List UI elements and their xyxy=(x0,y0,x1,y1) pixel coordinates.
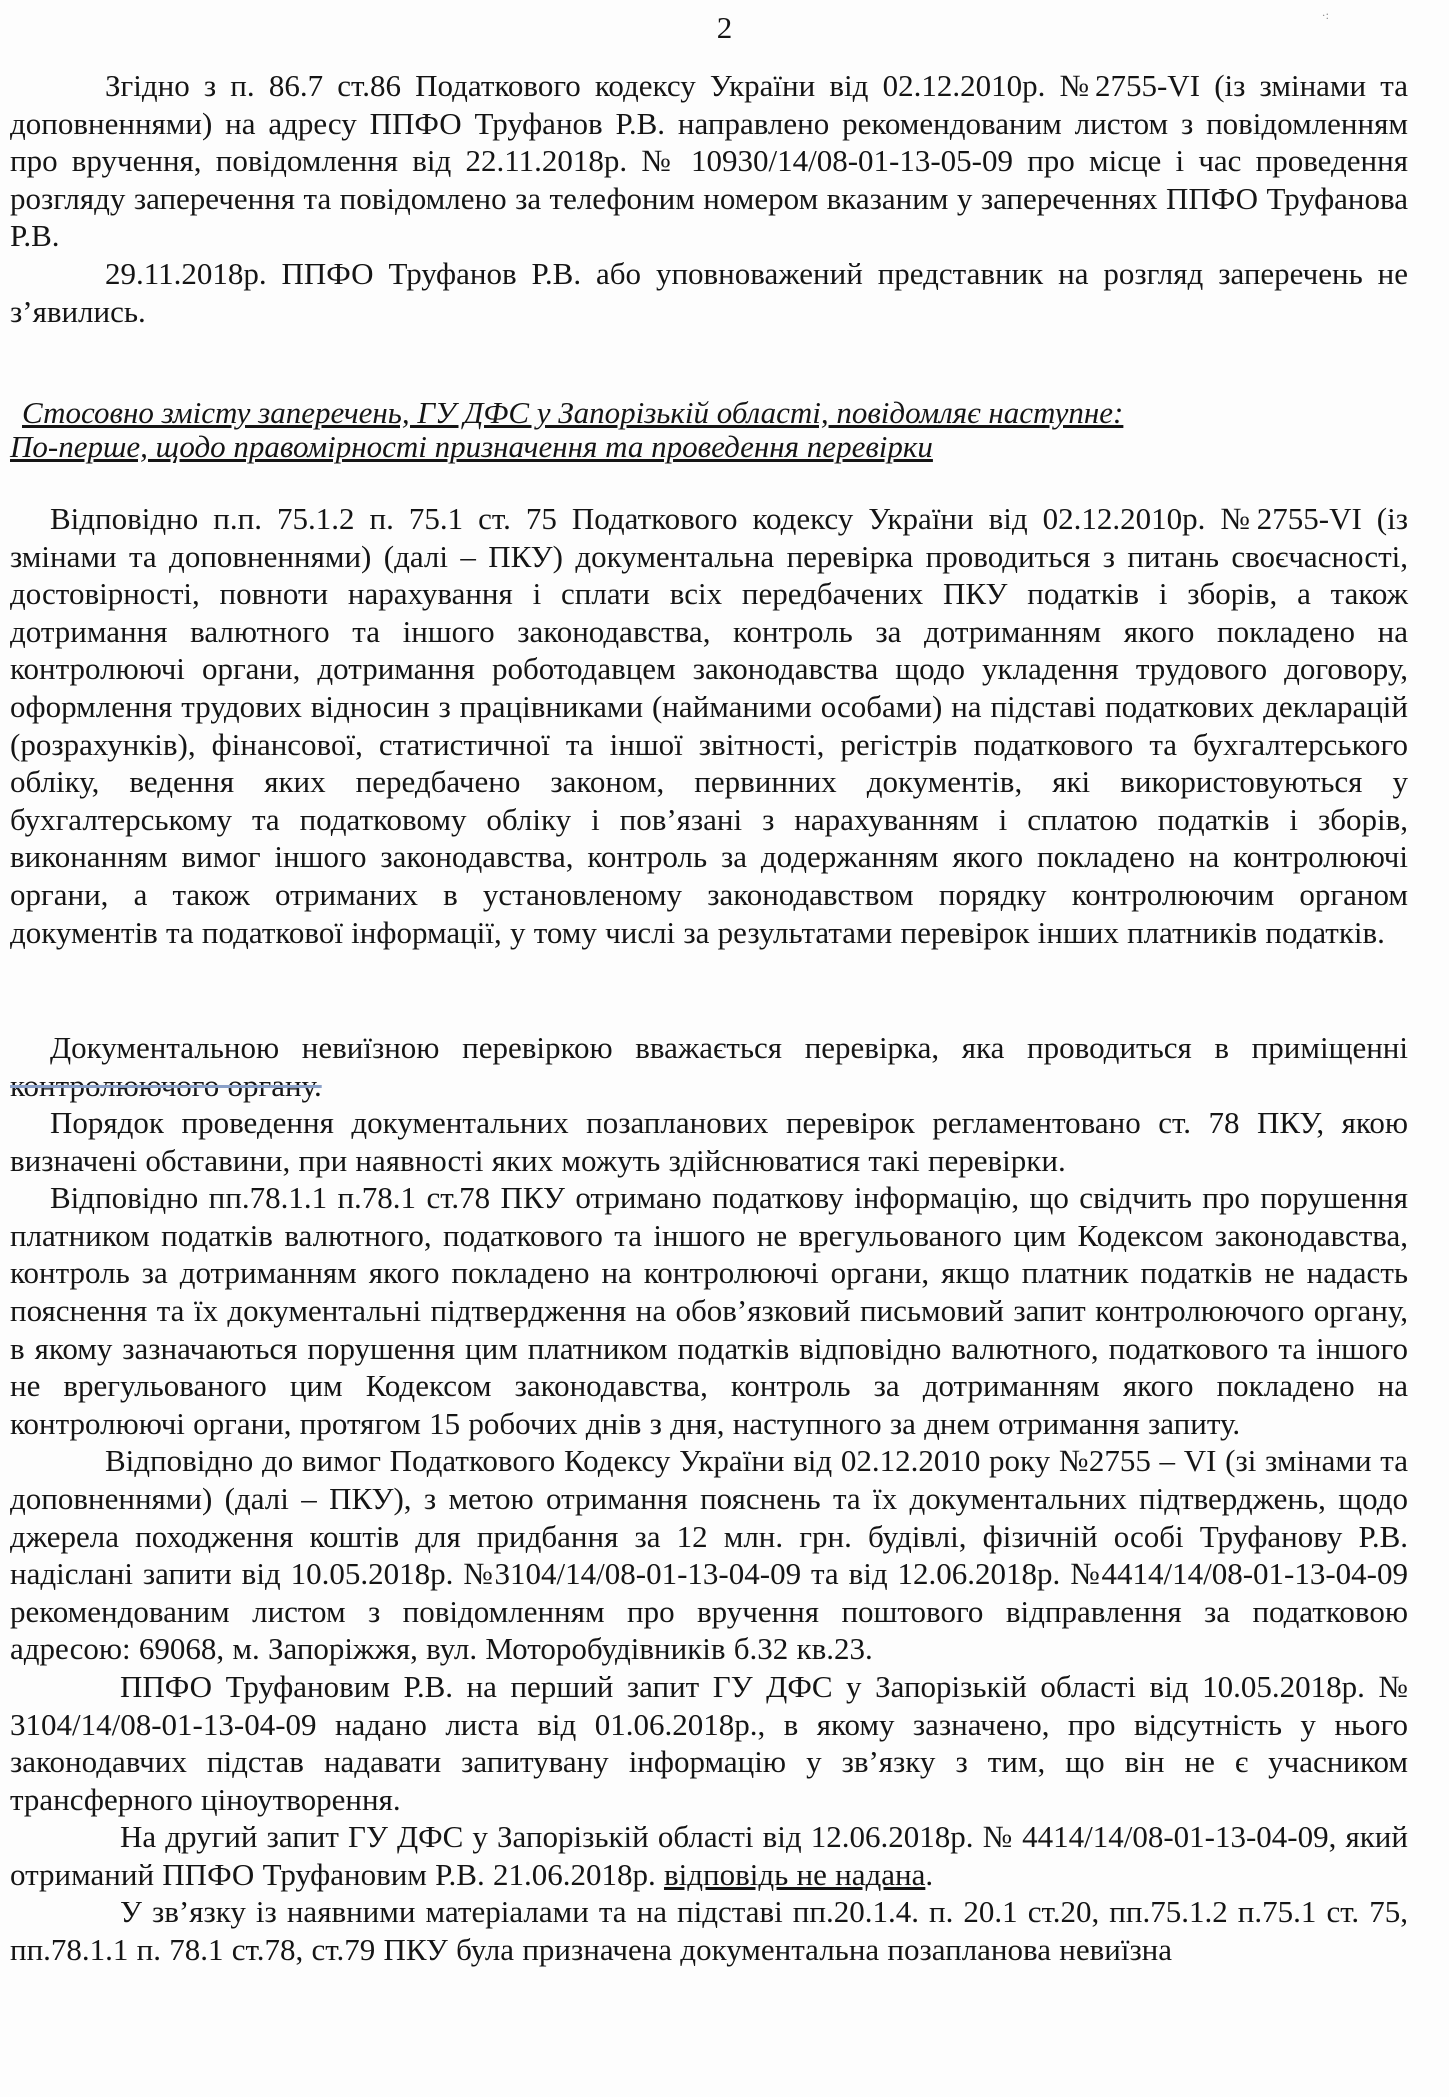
paragraph-nevyizna-b: контролюючого органу. xyxy=(10,1067,322,1103)
paragraph-procedure: Порядок проведення документальних позапланових перевірок регламентовано ст. 78 ПКУ, якою визначені обставини, при наявності яких можуть здійснюватися такі перевірки. xyxy=(10,1105,1408,1178)
paragraph-nevyizna-a: Документальною невиїзною перевіркою вважається перевірка, яка проводиться в приміщенні xyxy=(50,1030,1408,1065)
paragraph-no-show: 29.11.2018р. ППФО Труфанов Р.В. або уповноважений представник на розгляд заперечень не з’явились. xyxy=(10,255,1408,329)
scan-speck: ·: xyxy=(1321,8,1329,22)
paragraph-requests: Відповідно до вимог Податкового Кодексу України від 02.12.2010 року №2755 – VI (зі змінами та доповненнями) (далі – ПКУ), з метою отримання пояснень та їх документальних підтверджень, щодо джерела походження коштів для придбання за 12 млн. грн. будівлі, фізичній особі Труфанову Р.В. надіслані запити від 10.05.2018р. №3104/14/08-01-13-04-09 та від 12.06.2018р. №4414/14/08-01-13-04-09 рекомендованим листом з повідомленням про вручення поштового відправлення за податковою адресою: 69068, м. Запоріжжя, вул. Моторобудівників б.32 кв.23. xyxy=(10,1443,1408,1667)
paragraph-last: У зв’язку із наявними матеріалами та на підставі пп.20.1.4. п. 20.1 ст.20, пп.75.1.2 п.75.1 ст. 75, пп.78.1.1 п. 78.1 ст.78, ст.79 ПКУ була призначена документальна позапланова невиїзна xyxy=(10,1894,1408,1968)
paragraph-pku-scope: Відповідно п.п. 75.1.2 п. 75.1 ст. 75 Податкового кодексу України від 02.12.2010р. №2755-VI (із змінами та доповненнями) (далі – ПКУ) документальна перевірка проводиться з питань своєчасності, достовірності, повноти нарахування і сплати всіх передбачених ПКУ податків і зборів, а також дотримання валютного та іншого законодавства, контроль за дотриманням якого покладено на контролюючі органи, дотримання роботодавцем законодавства щодо укладення трудового договору, оформлення трудових відносин з працівниками (найманими особами) на підставі податкових декларацій (розрахунків), фінансової, статистичної та іншої звітності, регістрів податкового та бухгалтерського обліку, ведення яких передбачено законом, первинних документів, які використовуються у бухгалтерському та податковому обліку і пов’язані з нарахуванням і сплатою податків і зборів, виконанням вимог іншого законодавства, контроль за додержанням якого покладено на контролюючі органи, а також отриманих в установленому законодавством порядку контролюючим органом документів та податкової інформації, у тому числі за результатами перевірок інших платників податків. xyxy=(10,501,1408,950)
heading-line-1: Стосовно змісту заперечень, ГУ ДФС у Запорізькій області, повідомляє наступне: xyxy=(22,395,1124,430)
section-heading xyxy=(10,396,1408,464)
pku-block xyxy=(10,500,1408,951)
no-response-underlined: відповідь не надана xyxy=(663,1856,926,1892)
nevyizna-block xyxy=(10,1029,1408,1104)
heading-line-2: По-перше, щодо правомірності призначення та проведення перевірки xyxy=(10,429,933,464)
intro-block xyxy=(10,67,1408,330)
page-number: 2 xyxy=(716,10,733,45)
procedure-block: Порядок проведення документальних позапланових перевірок регламентовано ст. 78 ПКУ, якою визначені обставини, при наявності яких можуть здійснюватися такі перевірки. Відповідно пп.78.1.1 п.78.1 ст.78 ПКУ отримано податкову інформацію, що свідчить про порушення платником податків валютного, податкового та іншого не врегульованого цим Кодексом законодавства, контроль за дотриманням якого покладено на контролюючі органи, якщо платник податків не надасть пояснення та їх документальні підтвердження на обов’язковий письмовий запит контролюючого органу, в якому зазначаються порушення цим платником податків відповідно валютного, податкового та іншого не врегульованого цим Кодексом законодавства, контроль за дотриманням якого покладено на контролюючі органи, протягом 15 робочих днів з дня, наступного за днем отримання запиту. Відповідно до вимог Податкового Кодексу України від 02.12.2010 року №2755 – VI (зі змінами та доповненнями) (далі – ПКУ), з метою отримання пояснень та їх документальних підтверджень, щодо джерела походження коштів для придбання за 12 млн. грн. будівлі, фізичній особі Труфанову Р.В. надіслані запити від 10.05.2018р. №3104/14/08-01-13-04-09 та від 12.06.2018р. №4414/14/08-01-13-04-09 рекомендованим листом з повідомленням про вручення поштового відправлення за податковою адресою: 69068, м. Запоріжжя, вул. Моторобудівників б.32 кв.23. ППФО Труфановим Р.В. на перший запит ГУ ДФС у Запорізькій області від 10.05.2018р. № 3104/14/08-01-13-04-09 надано листа від 01.06.2018р., в якому зазначено, про відсутність у нього законодавчих підстав надавати запитувану інформацію у зв’язку з тим, що він не є учасником трансферного ціноутворення. На другий запит ГУ ДФС у Запорізькій області від 12.06.2018р. № 4414/14/08-01-13-04-09, який отриманий ППФО Труфановим Р.В. 21.06.2018р. відповідь не надана. У зв’язку із наявними матеріалами та на підставі пп.20.1.4. п. 20.1 ст.20, пп.75.1.2 п.75.1 ст. 75, пп.78.1.1 п. 78.1 ст.78, ст.79 ПКУ була призначена документальна позапланова невиїзна xyxy=(10,1105,1408,1968)
paragraph-first-reply: ППФО Труфановим Р.В. на перший запит ГУ ДФС у Запорізькій області від 10.05.2018р. № 3104/14/08-01-13-04-09 надано листа від 01.06.2018р., в якому зазначено, про відсутність у нього законодавчих підстав надавати запитувану інформацію у зв’язку з тим, що він не є учасником трансферного ціноутворення. xyxy=(10,1668,1408,1817)
paragraph-tax-info: Відповідно пп.78.1.1 п.78.1 ст.78 ПКУ отримано податкову інформацію, що свідчить про порушення платником податків валютного, податкового та іншого не врегульованого цим Кодексом законодавства, контроль за дотриманням якого покладено на контролюючі органи, якщо платник податків не надасть пояснення та їх документальні підтвердження на обов’язковий письмовий запит контролюючого органу, в якому зазначаються порушення цим платником податків відповідно валютного, податкового та іншого не врегульованого цим Кодексом законодавства, контроль за дотриманням якого покладено на контролюючі органи, протягом 15 робочих днів з дня, наступного за днем отримання запиту. xyxy=(10,1180,1408,1441)
paragraph-notification: Згідно з п. 86.7 ст.86 Податкового кодексу України від 02.12.2010р. №2755-VI (із змінами та доповненнями) на адресу ППФО Труфанов Р.В. направлено рекомендованим листом з повідомленням про вручення, повідомлення від 22.11.2018р. № 10930/14/08-01-13-05-09 про місце і час проведення розгляду заперечення та повідомлено за телефоним номером вказаним у запереченнях ППФО Труфанова Р.В. xyxy=(10,68,1408,254)
paragraph-second-request: На другий запит ГУ ДФС у Запорізькій області від 12.06.2018р. № 4414/14/08-01-13-04-09, який отриманий ППФО Труфановим Р.В. 21.06.2018р. xyxy=(10,1819,1408,1892)
